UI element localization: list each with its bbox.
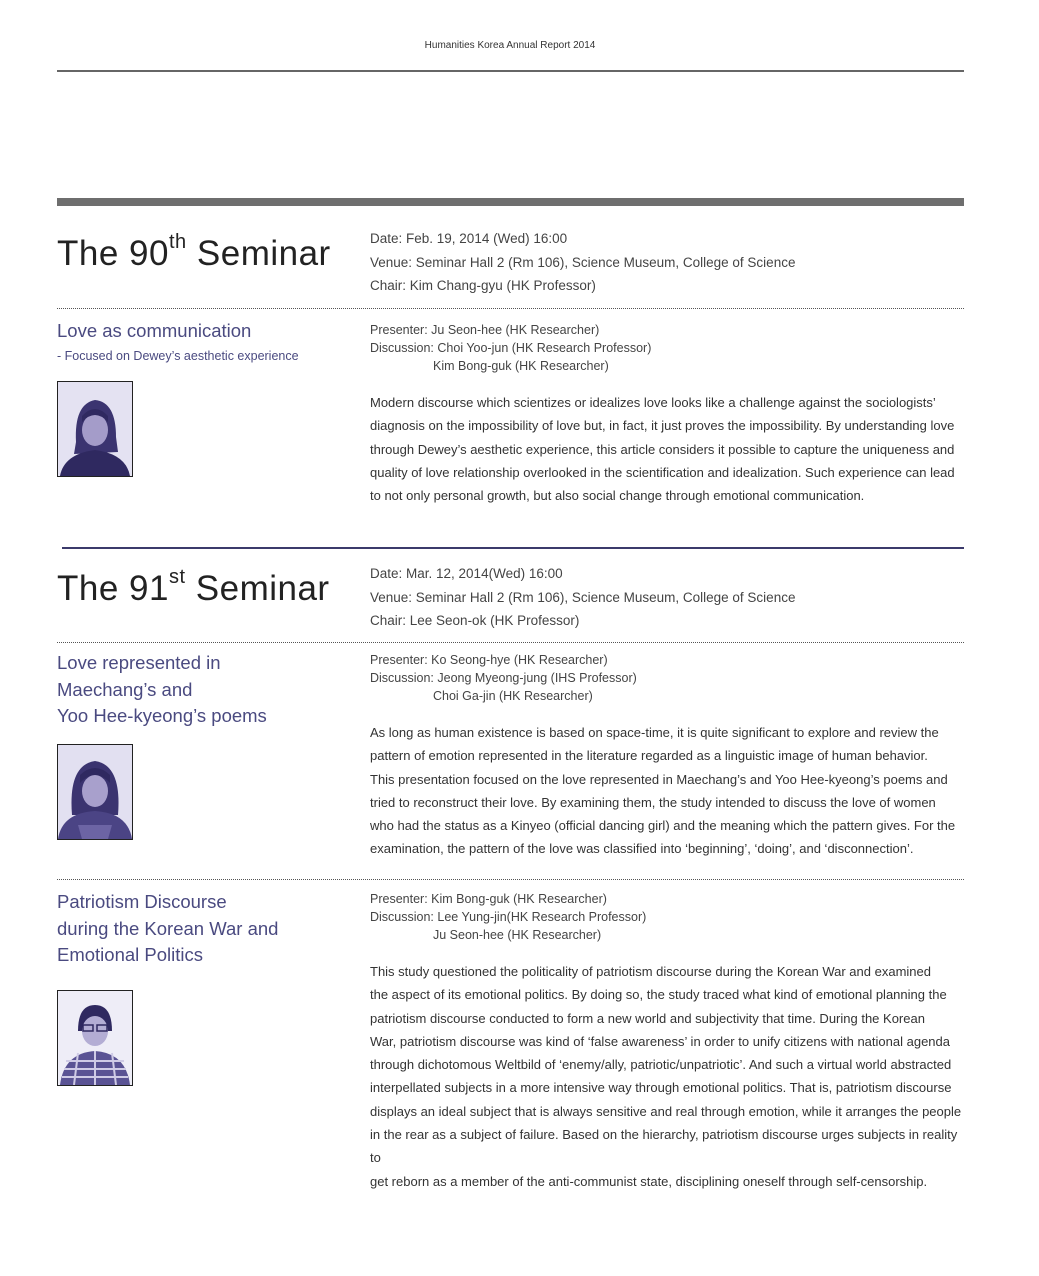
talk-1-discussion-2: Kim Bong-guk (HK Researcher) [433,359,609,373]
seminar-91-venue: Venue: Seminar Hall 2 (Rm 106), Science Museum, College of Science [370,589,796,605]
talk-3-discussion: Discussion: Lee Yung-jin(HK Research Professor) [370,910,647,924]
dotted-divider [57,879,964,880]
seminar-91-title [57,566,330,608]
seminar-90-details [370,227,795,298]
seminar-90-ordinal: th [168,231,187,253]
seminar-91-chair: Chair: Lee Seon-ok (HK Professor) [370,613,580,628]
talk-3-people [370,890,646,944]
abstract-line: This study questioned the politicality of patriotism discourse during the Korean War and examined [370,964,931,979]
portrait-image [58,745,132,839]
dotted-divider [57,308,964,309]
abstract-line: tried to reconstruct their love. By examining them, the study intended to discuss the love of women [370,794,936,810]
seminar-90-number: The 90 [57,234,169,273]
header-rule [57,70,964,72]
talk-1-people [370,321,651,375]
talk-2-discussion: Discussion: Jeong Myeong-jung (IHS Professor) [370,671,637,685]
abstract-line: diagnosis on the impossibility of love but, in fact, it just proves the impossibility. By understanding love [370,418,955,434]
talk-1-subtitle: - Focused on Dewey’s aesthetic experience [57,348,299,363]
talk-1-title-line: Love as communication [57,320,252,341]
talk-3-title-line: Patriotism Discourse [57,891,227,912]
seminar-90-title [57,231,331,273]
seminar-90-venue: Venue: Seminar Hall 2 (Rm 106), Science Museum, College of Science [370,254,796,270]
talk-2-abstract [370,721,964,861]
seminar-91-ordinal: st [168,566,186,588]
talk-1-abstract [370,391,964,507]
seminar-91-date: Date: Mar. 12, 2014(Wed) 16:00 [370,566,563,581]
section-divider-90 [57,198,964,206]
seminar-91-details [370,562,795,633]
abstract-line: This presentation focused on the love represented in Maechang’s and Yoo Hee-kyeong’s poems and [370,771,948,787]
seminar-90-chair: Chair: Kim Chang-gyu (HK Professor) [370,278,596,293]
abstract-line: Modern discourse which scientizes or idealizes love looks like a challenge against the sociologists’ [370,395,936,410]
dotted-divider [57,642,964,643]
talk-1-discussion: Discussion: Choi Yoo-jun (HK Research Professor) [370,341,652,355]
abstract-line: As long as human existence is based on space-time, it is quite significant to explore and review the [370,725,939,740]
talk-2-people [370,651,637,705]
talk-3-discussion-2: Ju Seon-hee (HK Researcher) [433,928,602,942]
abstract-line: through dichotomous Weltbild of ‘enemy/ally, patriotic/unpatriotic’. And such a virtual world abstracted [370,1057,952,1073]
abstract-line: pattern of emotion represented in the literature regarded as a linguistic image of human behavior. [370,748,928,764]
talk-3-title [57,889,357,969]
talk-2-title-line: Maechang’s and [57,678,193,700]
abstract-line: who had the status as a Kinyeo (official dancing girl) and the meaning which the pattern gives. For the [370,818,956,834]
abstract-line: displays an ideal subject that is always sensitive and real through emotion, while it arranges the people [370,1103,962,1119]
portrait-image [58,382,132,476]
talk-3-presenter: Presenter: Kim Bong-guk (HK Researcher) [370,892,607,906]
presenter-photo-ju-seon-hee [57,381,133,477]
running-header: Humanities Korea Annual Report 2014 [424,40,596,51]
abstract-line: quality of love relationship overlooked in the scientification and idealization. Such experience can lead [370,464,955,480]
talk-3-title-line: Emotional Politics [57,944,204,965]
talk-2-title-line: Yoo Hee-kyeong’s poems [57,705,267,726]
talk-3-title-line: during the Korean War and [57,917,279,939]
abstract-line: War, patriotism discourse was kind of ‘false awareness’ in order to unify citizens with national agenda [370,1033,950,1049]
talk-2-discussion-2: Choi Ga-jin (HK Researcher) [433,689,593,703]
seminar-90-date: Date: Feb. 19, 2014 (Wed) 16:00 [370,231,568,246]
abstract-line: in the rear as a subject of failure. Based on the hierarchy, patriotism discourse urges subjects in reality to [370,1127,958,1166]
seminar-90-word: Seminar [186,234,331,273]
talk-2-title [57,650,357,730]
seminar-91-number: The 91 [57,569,169,608]
talk-2-presenter: Presenter: Ko Seong-hye (HK Researcher) [370,653,608,667]
seminar-91-word: Seminar [185,569,330,608]
talk-2-title-line: Love represented in [57,652,221,673]
abstract-line: examination, the pattern of the love was classified into ‘beginning’, ‘doing’, and ‘disconnection’. [370,841,914,857]
abstract-line: the aspect of its emotional politics. By doing so, the study traced what kind of emotional planning the [370,987,947,1003]
section-divider-91 [62,547,964,549]
abstract-line: to not only personal growth, but also social change through emotional communication. [370,488,865,504]
presenter-photo-ko-seong-hye [57,744,133,840]
presenter-photo-kim-bong-guk [57,990,133,1086]
abstract-line: patriotism discourse conducted to form a new world and subjectivity that time. During the Korean [370,1010,925,1026]
talk-1-presenter: Presenter: Ju Seon-hee (HK Researcher) [370,323,600,337]
abstract-line: interpellated subjects in a more intensive way through emotional politics. That is, patriotism discourse [370,1080,952,1096]
portrait-image [58,991,132,1085]
talk-3-abstract [370,960,964,1193]
abstract-line: get reborn as a member of the anti-communist state, disciplining oneself through self-censorship. [370,1173,928,1189]
talk-1-title [57,318,357,366]
abstract-line: through Dewey’s aesthetic experience, this article considers it possible to capture the uniqueness and [370,441,955,457]
